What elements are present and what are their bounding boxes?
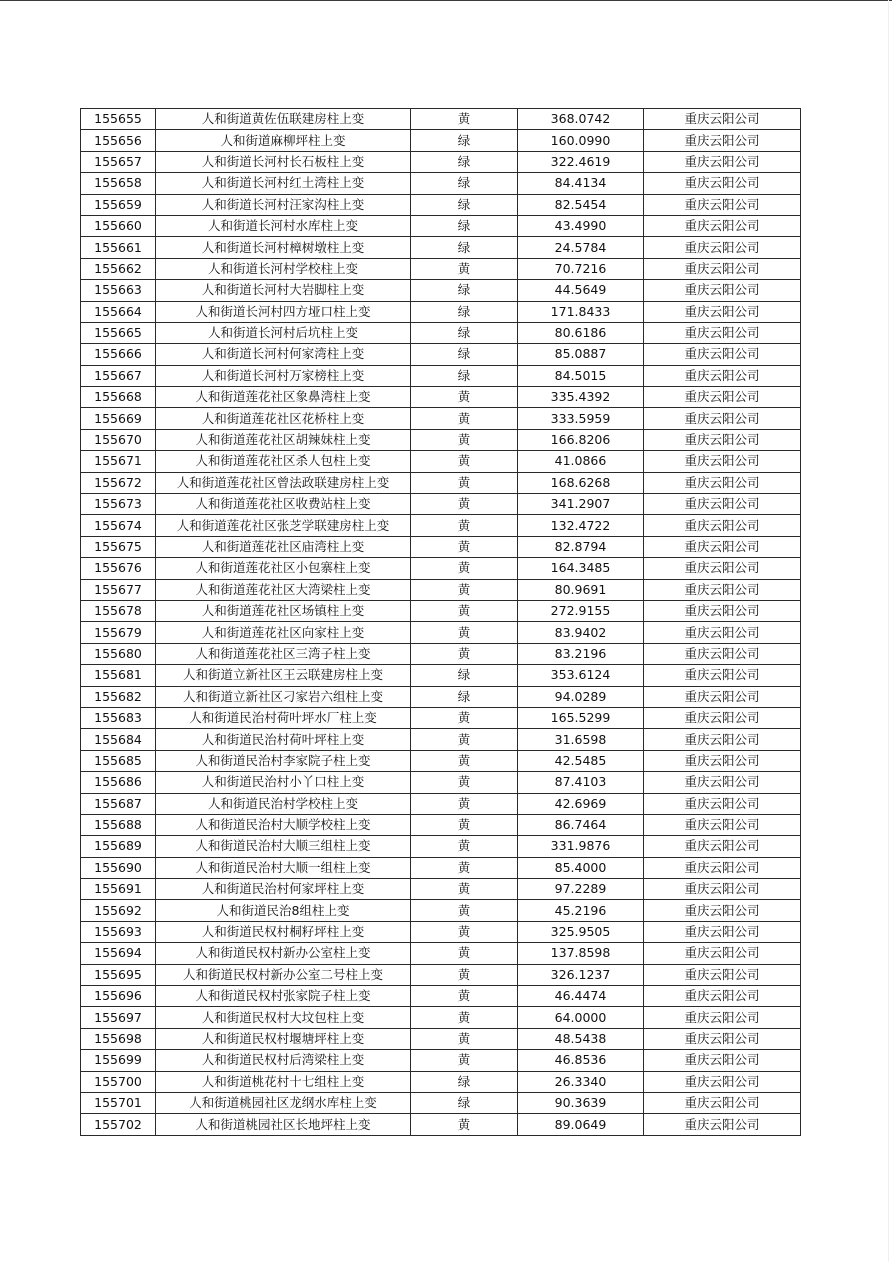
company-cell: 重庆云阳公司	[644, 194, 801, 215]
transformer-name-cell: 人和街道长河村水库柱上变	[156, 215, 411, 236]
status-level-cell: 黄	[411, 643, 518, 664]
status-level-cell: 黄	[411, 1028, 518, 1049]
transformer-name-cell: 人和街道民治村学校柱上变	[156, 793, 411, 814]
row-id-cell: 155664	[81, 301, 156, 322]
transformer-name-cell: 人和街道莲花社区杀人包柱上变	[156, 451, 411, 472]
table-row	[81, 686, 801, 707]
table-row	[81, 109, 801, 130]
table-row	[81, 558, 801, 579]
company-cell: 重庆云阳公司	[644, 814, 801, 835]
status-level-cell: 黄	[411, 900, 518, 921]
value-cell: 83.2196	[518, 643, 644, 664]
table-row	[81, 900, 801, 921]
row-id-cell: 155683	[81, 707, 156, 728]
company-cell: 重庆云阳公司	[644, 451, 801, 472]
transformer-name-cell: 人和街道民权村张家院子柱上变	[156, 986, 411, 1007]
value-cell: 341.2907	[518, 494, 644, 515]
table-row	[81, 515, 801, 536]
value-cell: 46.4474	[518, 986, 644, 1007]
row-id-cell: 155665	[81, 322, 156, 343]
transformer-name-cell: 人和街道民治村荷叶坪柱上变	[156, 729, 411, 750]
row-id-cell: 155659	[81, 194, 156, 215]
value-cell: 89.0649	[518, 1114, 644, 1135]
table-row	[81, 472, 801, 493]
value-cell: 166.8206	[518, 429, 644, 450]
status-level-cell: 黄	[411, 1050, 518, 1071]
transformer-name-cell: 人和街道莲花社区大湾梁柱上变	[156, 579, 411, 600]
transformer-name-cell: 人和街道莲花社区张芝学联建房柱上变	[156, 515, 411, 536]
company-cell: 重庆云阳公司	[644, 921, 801, 942]
status-level-cell: 绿	[411, 665, 518, 686]
table-row	[81, 643, 801, 664]
company-cell: 重庆云阳公司	[644, 836, 801, 857]
row-id-cell: 155682	[81, 686, 156, 707]
company-cell: 重庆云阳公司	[644, 665, 801, 686]
value-cell: 42.6969	[518, 793, 644, 814]
table-row	[81, 729, 801, 750]
row-id-cell: 155678	[81, 600, 156, 621]
company-cell: 重庆云阳公司	[644, 558, 801, 579]
table-row	[81, 879, 801, 900]
table-row	[81, 986, 801, 1007]
company-cell: 重庆云阳公司	[644, 472, 801, 493]
company-cell: 重庆云阳公司	[644, 750, 801, 771]
value-cell: 45.2196	[518, 900, 644, 921]
row-id-cell: 155695	[81, 964, 156, 985]
company-cell: 重庆云阳公司	[644, 579, 801, 600]
transformer-name-cell: 人和街道长河村红土湾柱上变	[156, 173, 411, 194]
company-cell: 重庆云阳公司	[644, 1028, 801, 1049]
table-row	[81, 173, 801, 194]
company-cell: 重庆云阳公司	[644, 429, 801, 450]
transformer-name-cell: 人和街道莲花社区收费站柱上变	[156, 494, 411, 515]
transformer-name-cell: 人和街道民权村桐籽坪柱上变	[156, 921, 411, 942]
company-cell: 重庆云阳公司	[644, 408, 801, 429]
row-id-cell: 155691	[81, 879, 156, 900]
value-cell: 333.5959	[518, 408, 644, 429]
row-id-cell: 155672	[81, 472, 156, 493]
row-id-cell: 155676	[81, 558, 156, 579]
company-cell: 重庆云阳公司	[644, 365, 801, 386]
company-cell: 重庆云阳公司	[644, 1114, 801, 1135]
transformer-name-cell: 人和街道民治村大顺三组柱上变	[156, 836, 411, 857]
table-row	[81, 793, 801, 814]
value-cell: 331.9876	[518, 836, 644, 857]
table-row	[81, 707, 801, 728]
row-id-cell: 155689	[81, 836, 156, 857]
table-row	[81, 494, 801, 515]
row-id-cell: 155702	[81, 1114, 156, 1135]
transformer-name-cell: 人和街道长河村长石板柱上变	[156, 151, 411, 172]
table-row	[81, 1007, 801, 1028]
table-row	[81, 322, 801, 343]
transformer-name-cell: 人和街道民权村后湾梁柱上变	[156, 1050, 411, 1071]
status-level-cell: 黄	[411, 451, 518, 472]
status-level-cell: 黄	[411, 1114, 518, 1135]
company-cell: 重庆云阳公司	[644, 707, 801, 728]
value-cell: 165.5299	[518, 707, 644, 728]
value-cell: 84.4134	[518, 173, 644, 194]
table-row	[81, 964, 801, 985]
table-row	[81, 387, 801, 408]
table-row	[81, 301, 801, 322]
row-id-cell: 155673	[81, 494, 156, 515]
transformer-name-cell: 人和街道莲花社区向家柱上变	[156, 622, 411, 643]
status-level-cell: 黄	[411, 857, 518, 878]
row-id-cell: 155688	[81, 814, 156, 835]
transformer-name-cell: 人和街道民治村大顺学校柱上变	[156, 814, 411, 835]
transformer-name-cell: 人和街道民治村大顺一组柱上变	[156, 857, 411, 878]
transformer-name-cell: 人和街道民治村荷叶坪水厂柱上变	[156, 707, 411, 728]
status-level-cell: 黄	[411, 772, 518, 793]
transformer-name-cell: 人和街道长河村学校柱上变	[156, 258, 411, 279]
row-id-cell: 155669	[81, 408, 156, 429]
table-row	[81, 451, 801, 472]
transformer-name-cell: 人和街道民权村堰塘坪柱上变	[156, 1028, 411, 1049]
value-cell: 44.5649	[518, 280, 644, 301]
table-row	[81, 600, 801, 621]
row-id-cell: 155701	[81, 1092, 156, 1113]
value-cell: 85.0887	[518, 344, 644, 365]
table-row	[81, 857, 801, 878]
status-level-cell: 黄	[411, 1007, 518, 1028]
row-id-cell: 155696	[81, 986, 156, 1007]
table-row	[81, 1050, 801, 1071]
transformer-name-cell: 人和街道莲花社区胡辣妹柱上变	[156, 429, 411, 450]
company-cell: 重庆云阳公司	[644, 879, 801, 900]
table-row	[81, 237, 801, 258]
company-cell: 重庆云阳公司	[644, 622, 801, 643]
status-level-cell: 黄	[411, 515, 518, 536]
company-cell: 重庆云阳公司	[644, 515, 801, 536]
value-cell: 82.5454	[518, 194, 644, 215]
table-row	[81, 921, 801, 942]
value-cell: 164.3485	[518, 558, 644, 579]
row-id-cell: 155658	[81, 173, 156, 194]
company-cell: 重庆云阳公司	[644, 1007, 801, 1028]
company-cell: 重庆云阳公司	[644, 322, 801, 343]
value-cell: 97.2289	[518, 879, 644, 900]
row-id-cell: 155692	[81, 900, 156, 921]
value-cell: 82.8794	[518, 536, 644, 557]
company-cell: 重庆云阳公司	[644, 258, 801, 279]
row-id-cell: 155681	[81, 665, 156, 686]
status-level-cell: 黄	[411, 558, 518, 579]
row-id-cell: 155662	[81, 258, 156, 279]
company-cell: 重庆云阳公司	[644, 109, 801, 130]
value-cell: 41.0866	[518, 451, 644, 472]
value-cell: 168.6268	[518, 472, 644, 493]
value-cell: 80.6186	[518, 322, 644, 343]
row-id-cell: 155685	[81, 750, 156, 771]
value-cell: 86.7464	[518, 814, 644, 835]
company-cell: 重庆云阳公司	[644, 1092, 801, 1113]
row-id-cell: 155675	[81, 536, 156, 557]
company-cell: 重庆云阳公司	[644, 686, 801, 707]
status-level-cell: 绿	[411, 280, 518, 301]
company-cell: 重庆云阳公司	[644, 943, 801, 964]
table-row	[81, 280, 801, 301]
status-level-cell: 绿	[411, 130, 518, 151]
company-cell: 重庆云阳公司	[644, 280, 801, 301]
row-id-cell: 155656	[81, 130, 156, 151]
company-cell: 重庆云阳公司	[644, 494, 801, 515]
value-cell: 160.0990	[518, 130, 644, 151]
status-level-cell: 黄	[411, 387, 518, 408]
table-row	[81, 194, 801, 215]
transformer-name-cell: 人和街道长河村汪家沟柱上变	[156, 194, 411, 215]
company-cell: 重庆云阳公司	[644, 237, 801, 258]
company-cell: 重庆云阳公司	[644, 600, 801, 621]
status-level-cell: 黄	[411, 729, 518, 750]
transformer-name-cell: 人和街道长河村樟树墩柱上变	[156, 237, 411, 258]
row-id-cell: 155693	[81, 921, 156, 942]
table-row	[81, 365, 801, 386]
status-level-cell: 黄	[411, 536, 518, 557]
row-id-cell: 155698	[81, 1028, 156, 1049]
transformer-name-cell: 人和街道民治村小丫口柱上变	[156, 772, 411, 793]
row-id-cell: 155668	[81, 387, 156, 408]
row-id-cell: 155655	[81, 109, 156, 130]
value-cell: 132.4722	[518, 515, 644, 536]
value-cell: 70.7216	[518, 258, 644, 279]
row-id-cell: 155667	[81, 365, 156, 386]
status-level-cell: 绿	[411, 301, 518, 322]
value-cell: 353.6124	[518, 665, 644, 686]
company-cell: 重庆云阳公司	[644, 344, 801, 365]
company-cell: 重庆云阳公司	[644, 772, 801, 793]
value-cell: 87.4103	[518, 772, 644, 793]
table-row	[81, 408, 801, 429]
status-level-cell: 绿	[411, 173, 518, 194]
value-cell: 83.9402	[518, 622, 644, 643]
company-cell: 重庆云阳公司	[644, 215, 801, 236]
status-level-cell: 黄	[411, 258, 518, 279]
status-level-cell: 黄	[411, 750, 518, 771]
row-id-cell: 155690	[81, 857, 156, 878]
row-id-cell: 155700	[81, 1071, 156, 1092]
company-cell: 重庆云阳公司	[644, 857, 801, 878]
transformer-name-cell: 人和街道莲花社区曾法政联建房柱上变	[156, 472, 411, 493]
value-cell: 325.9505	[518, 921, 644, 942]
company-cell: 重庆云阳公司	[644, 729, 801, 750]
transformer-name-cell: 人和街道立新社区王云联建房柱上变	[156, 665, 411, 686]
status-level-cell: 黄	[411, 579, 518, 600]
table-row	[81, 750, 801, 771]
status-level-cell: 黄	[411, 943, 518, 964]
row-id-cell: 155687	[81, 793, 156, 814]
row-id-cell: 155677	[81, 579, 156, 600]
row-id-cell: 155670	[81, 429, 156, 450]
transformer-table	[80, 108, 801, 1136]
status-level-cell: 黄	[411, 408, 518, 429]
table-row	[81, 1028, 801, 1049]
value-cell: 171.8433	[518, 301, 644, 322]
company-cell: 重庆云阳公司	[644, 900, 801, 921]
status-level-cell: 绿	[411, 215, 518, 236]
status-level-cell: 黄	[411, 921, 518, 942]
table-row	[81, 536, 801, 557]
transformer-name-cell: 人和街道民治8组柱上变	[156, 900, 411, 921]
row-id-cell: 155694	[81, 943, 156, 964]
company-cell: 重庆云阳公司	[644, 151, 801, 172]
value-cell: 272.9155	[518, 600, 644, 621]
row-id-cell: 155686	[81, 772, 156, 793]
table-row	[81, 943, 801, 964]
value-cell: 322.4619	[518, 151, 644, 172]
status-level-cell: 黄	[411, 429, 518, 450]
row-id-cell: 155684	[81, 729, 156, 750]
status-level-cell: 绿	[411, 322, 518, 343]
value-cell: 368.0742	[518, 109, 644, 130]
value-cell: 137.8598	[518, 943, 644, 964]
company-cell: 重庆云阳公司	[644, 173, 801, 194]
value-cell: 46.8536	[518, 1050, 644, 1071]
table-row	[81, 836, 801, 857]
row-id-cell: 155679	[81, 622, 156, 643]
transformer-name-cell: 人和街道桃园社区长地坪柱上变	[156, 1114, 411, 1135]
table-row	[81, 622, 801, 643]
company-cell: 重庆云阳公司	[644, 643, 801, 664]
transformer-name-cell: 人和街道桃花村十七组柱上变	[156, 1071, 411, 1092]
status-level-cell: 绿	[411, 1071, 518, 1092]
transformer-name-cell: 人和街道民权村新办公室柱上变	[156, 943, 411, 964]
table-row	[81, 814, 801, 835]
status-level-cell: 黄	[411, 836, 518, 857]
value-cell: 335.4392	[518, 387, 644, 408]
status-level-cell: 绿	[411, 344, 518, 365]
table-row	[81, 151, 801, 172]
value-cell: 84.5015	[518, 365, 644, 386]
company-cell: 重庆云阳公司	[644, 1050, 801, 1071]
company-cell: 重庆云阳公司	[644, 964, 801, 985]
transformer-name-cell: 人和街道长河村后坑柱上变	[156, 322, 411, 343]
transformer-name-cell: 人和街道民权村新办公室二号柱上变	[156, 964, 411, 985]
row-id-cell: 155671	[81, 451, 156, 472]
status-level-cell: 黄	[411, 622, 518, 643]
table-row	[81, 258, 801, 279]
transformer-name-cell: 人和街道立新社区刁家岩六组柱上变	[156, 686, 411, 707]
transformer-name-cell: 人和街道莲花社区庙湾柱上变	[156, 536, 411, 557]
status-level-cell: 绿	[411, 194, 518, 215]
value-cell: 42.5485	[518, 750, 644, 771]
table-row	[81, 1114, 801, 1135]
table-row	[81, 1092, 801, 1113]
transformer-name-cell: 人和街道长河村大岩脚柱上变	[156, 280, 411, 301]
table-body	[81, 109, 801, 1136]
transformer-name-cell: 人和街道莲花社区花桥柱上变	[156, 408, 411, 429]
value-cell: 48.5438	[518, 1028, 644, 1049]
row-id-cell: 155661	[81, 237, 156, 258]
value-cell: 26.3340	[518, 1071, 644, 1092]
row-id-cell: 155697	[81, 1007, 156, 1028]
value-cell: 24.5784	[518, 237, 644, 258]
company-cell: 重庆云阳公司	[644, 793, 801, 814]
status-level-cell: 黄	[411, 494, 518, 515]
row-id-cell: 155666	[81, 344, 156, 365]
status-level-cell: 绿	[411, 1092, 518, 1113]
status-level-cell: 黄	[411, 707, 518, 728]
status-level-cell: 绿	[411, 686, 518, 707]
status-level-cell: 黄	[411, 793, 518, 814]
company-cell: 重庆云阳公司	[644, 130, 801, 151]
status-level-cell: 黄	[411, 600, 518, 621]
value-cell: 94.0289	[518, 686, 644, 707]
table-row	[81, 130, 801, 151]
transformer-name-cell: 人和街道民治村何家坪柱上变	[156, 879, 411, 900]
table-row	[81, 579, 801, 600]
row-id-cell: 155663	[81, 280, 156, 301]
company-cell: 重庆云阳公司	[644, 536, 801, 557]
value-cell: 90.3639	[518, 1092, 644, 1113]
page-right-edge	[888, 0, 889, 1262]
value-cell: 43.4990	[518, 215, 644, 236]
row-id-cell: 155680	[81, 643, 156, 664]
transformer-name-cell: 人和街道民权村大坟包柱上变	[156, 1007, 411, 1028]
transformer-name-cell: 人和街道长河村何家湾柱上变	[156, 344, 411, 365]
value-cell: 80.9691	[518, 579, 644, 600]
table-row	[81, 1071, 801, 1092]
table-row	[81, 215, 801, 236]
transformer-name-cell: 人和街道黄佐伍联建房柱上变	[156, 109, 411, 130]
transformer-name-cell: 人和街道长河村四方垭口柱上变	[156, 301, 411, 322]
table-row	[81, 772, 801, 793]
table-row	[81, 344, 801, 365]
company-cell: 重庆云阳公司	[644, 301, 801, 322]
transformer-name-cell: 人和街道莲花社区象鼻湾柱上变	[156, 387, 411, 408]
value-cell: 326.1237	[518, 964, 644, 985]
row-id-cell: 155674	[81, 515, 156, 536]
status-level-cell: 黄	[411, 472, 518, 493]
transformer-name-cell: 人和街道莲花社区小包寨柱上变	[156, 558, 411, 579]
transformer-name-cell: 人和街道民治村李家院子柱上变	[156, 750, 411, 771]
status-level-cell: 绿	[411, 151, 518, 172]
transformer-name-cell: 人和街道麻柳坪柱上变	[156, 130, 411, 151]
transformer-name-cell: 人和街道莲花社区三湾子柱上变	[156, 643, 411, 664]
transformer-name-cell: 人和街道桃园社区龙纲水库柱上变	[156, 1092, 411, 1113]
status-level-cell: 黄	[411, 109, 518, 130]
value-cell: 31.6598	[518, 729, 644, 750]
status-level-cell: 绿	[411, 365, 518, 386]
transformer-name-cell: 人和街道长河村万家榜柱上变	[156, 365, 411, 386]
value-cell: 64.0000	[518, 1007, 644, 1028]
page-top-rule	[0, 0, 892, 1]
status-level-cell: 黄	[411, 964, 518, 985]
status-level-cell: 黄	[411, 986, 518, 1007]
company-cell: 重庆云阳公司	[644, 1071, 801, 1092]
row-id-cell: 155657	[81, 151, 156, 172]
status-level-cell: 黄	[411, 814, 518, 835]
row-id-cell: 155699	[81, 1050, 156, 1071]
table-row	[81, 665, 801, 686]
status-level-cell: 黄	[411, 879, 518, 900]
company-cell: 重庆云阳公司	[644, 387, 801, 408]
company-cell: 重庆云阳公司	[644, 986, 801, 1007]
row-id-cell: 155660	[81, 215, 156, 236]
value-cell: 85.4000	[518, 857, 644, 878]
table-row	[81, 429, 801, 450]
transformer-name-cell: 人和街道莲花社区场镇柱上变	[156, 600, 411, 621]
status-level-cell: 绿	[411, 237, 518, 258]
